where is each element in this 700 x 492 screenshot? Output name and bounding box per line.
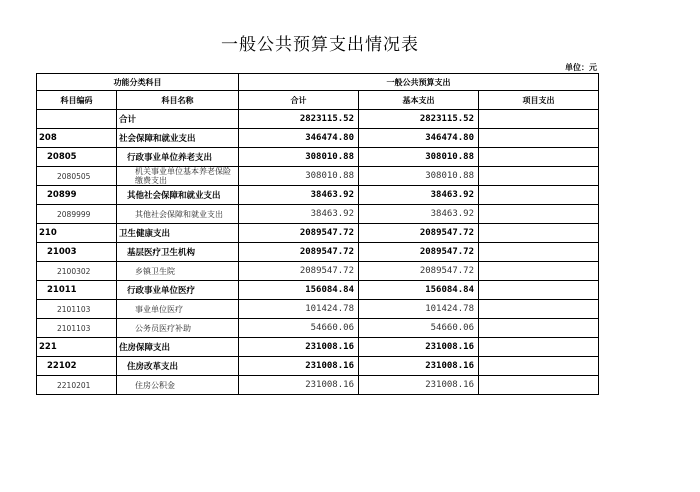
row-basic: 231008.16 bbox=[359, 357, 479, 376]
row-basic: 54660.06 bbox=[359, 319, 479, 338]
table-row bbox=[37, 281, 599, 300]
page-title: 一般公共预算支出情况表 bbox=[221, 35, 419, 55]
row-project bbox=[479, 300, 599, 319]
row-project bbox=[479, 243, 599, 262]
row-basic: 101424.78 bbox=[359, 300, 479, 319]
budget-table bbox=[36, 73, 599, 395]
table-row bbox=[37, 319, 599, 338]
row-project bbox=[479, 148, 599, 167]
total-code-cell bbox=[37, 110, 117, 129]
total-total: 2823115.52 bbox=[239, 110, 359, 129]
row-total: 101424.78 bbox=[239, 300, 359, 319]
row-basic: 2089547.72 bbox=[359, 262, 479, 281]
header-group-row bbox=[37, 74, 599, 91]
total-project bbox=[479, 110, 599, 129]
table-row bbox=[37, 243, 599, 262]
row-basic: 346474.80 bbox=[359, 129, 479, 148]
row-basic: 38463.92 bbox=[359, 186, 479, 205]
row-code: 210 bbox=[37, 224, 117, 243]
table-row bbox=[37, 300, 599, 319]
row-project bbox=[479, 186, 599, 205]
row-total: 346474.80 bbox=[239, 129, 359, 148]
header-basic: 基本支出 bbox=[359, 91, 479, 110]
total-basic: 2823115.52 bbox=[359, 110, 479, 129]
row-basic: 156084.84 bbox=[359, 281, 479, 300]
table-row bbox=[37, 205, 599, 224]
row-total: 2089547.72 bbox=[239, 262, 359, 281]
row-code: 2100302 bbox=[37, 262, 117, 281]
row-name: 乡镇卫生院 bbox=[117, 262, 239, 281]
unit-label: 单位：元 bbox=[565, 63, 597, 72]
row-project bbox=[479, 357, 599, 376]
row-total: 38463.92 bbox=[239, 205, 359, 224]
row-total: 156084.84 bbox=[239, 281, 359, 300]
row-name: 公务员医疗补助 bbox=[117, 319, 239, 338]
row-name: 行政事业单位医疗 bbox=[117, 281, 239, 300]
row-basic: 308010.88 bbox=[359, 148, 479, 167]
row-total: 231008.16 bbox=[239, 357, 359, 376]
row-total: 231008.16 bbox=[239, 376, 359, 395]
table-row bbox=[37, 148, 599, 167]
row-code: 20899 bbox=[37, 186, 117, 205]
row-name: 住房公积金 bbox=[117, 376, 239, 395]
row-name: 其他社会保障和就业支出 bbox=[117, 205, 239, 224]
row-project bbox=[479, 319, 599, 338]
row-total: 231008.16 bbox=[239, 338, 359, 357]
row-name: 机关事业单位基本养老保险缴费支出 bbox=[117, 167, 239, 186]
row-project bbox=[479, 262, 599, 281]
row-total: 38463.92 bbox=[239, 186, 359, 205]
row-code: 2101103 bbox=[37, 300, 117, 319]
table-row bbox=[37, 357, 599, 376]
header-general-budget: 一般公共预算支出 bbox=[239, 74, 599, 91]
row-code: 221 bbox=[37, 338, 117, 357]
header-column-row bbox=[37, 91, 599, 110]
table-row bbox=[37, 338, 599, 357]
row-basic: 38463.92 bbox=[359, 205, 479, 224]
row-basic: 2089547.72 bbox=[359, 224, 479, 243]
row-code: 208 bbox=[37, 129, 117, 148]
table-row bbox=[37, 129, 599, 148]
total-name: 合计 bbox=[117, 110, 239, 129]
row-name: 卫生健康支出 bbox=[117, 224, 239, 243]
header-total: 合计 bbox=[239, 91, 359, 110]
table-row bbox=[37, 376, 599, 395]
table-row bbox=[37, 224, 599, 243]
header-name: 科目名称 bbox=[117, 91, 239, 110]
row-name: 其他社会保障和就业支出 bbox=[117, 186, 239, 205]
header-project: 项目支出 bbox=[479, 91, 599, 110]
row-code: 2080505 bbox=[37, 167, 117, 186]
row-project bbox=[479, 281, 599, 300]
row-name: 基层医疗卫生机构 bbox=[117, 243, 239, 262]
row-name: 社会保障和就业支出 bbox=[117, 129, 239, 148]
header-code: 科目编码 bbox=[37, 91, 117, 110]
row-basic: 231008.16 bbox=[359, 376, 479, 395]
row-code: 2089999 bbox=[37, 205, 117, 224]
header-function-category: 功能分类科目 bbox=[37, 74, 239, 91]
table-row bbox=[37, 167, 599, 186]
row-code: 2101103 bbox=[37, 319, 117, 338]
row-project bbox=[479, 167, 599, 186]
row-total: 2089547.72 bbox=[239, 224, 359, 243]
row-code: 20805 bbox=[37, 148, 117, 167]
row-name: 行政事业单位养老支出 bbox=[117, 148, 239, 167]
row-name: 住房改革支出 bbox=[117, 357, 239, 376]
row-code: 2210201 bbox=[37, 376, 117, 395]
row-code: 22102 bbox=[37, 357, 117, 376]
row-project bbox=[479, 338, 599, 357]
row-basic: 308010.88 bbox=[359, 167, 479, 186]
row-code: 21011 bbox=[37, 281, 117, 300]
table-row bbox=[37, 262, 599, 281]
row-total: 308010.88 bbox=[239, 167, 359, 186]
row-code: 21003 bbox=[37, 243, 117, 262]
table-row bbox=[37, 186, 599, 205]
row-basic: 231008.16 bbox=[359, 338, 479, 357]
row-project bbox=[479, 129, 599, 148]
total-row bbox=[37, 110, 599, 129]
row-total: 54660.06 bbox=[239, 319, 359, 338]
row-project bbox=[479, 205, 599, 224]
row-total: 308010.88 bbox=[239, 148, 359, 167]
row-project bbox=[479, 224, 599, 243]
row-project bbox=[479, 376, 599, 395]
row-name: 住房保障支出 bbox=[117, 338, 239, 357]
row-total: 2089547.72 bbox=[239, 243, 359, 262]
row-basic: 2089547.72 bbox=[359, 243, 479, 262]
row-name: 事业单位医疗 bbox=[117, 300, 239, 319]
